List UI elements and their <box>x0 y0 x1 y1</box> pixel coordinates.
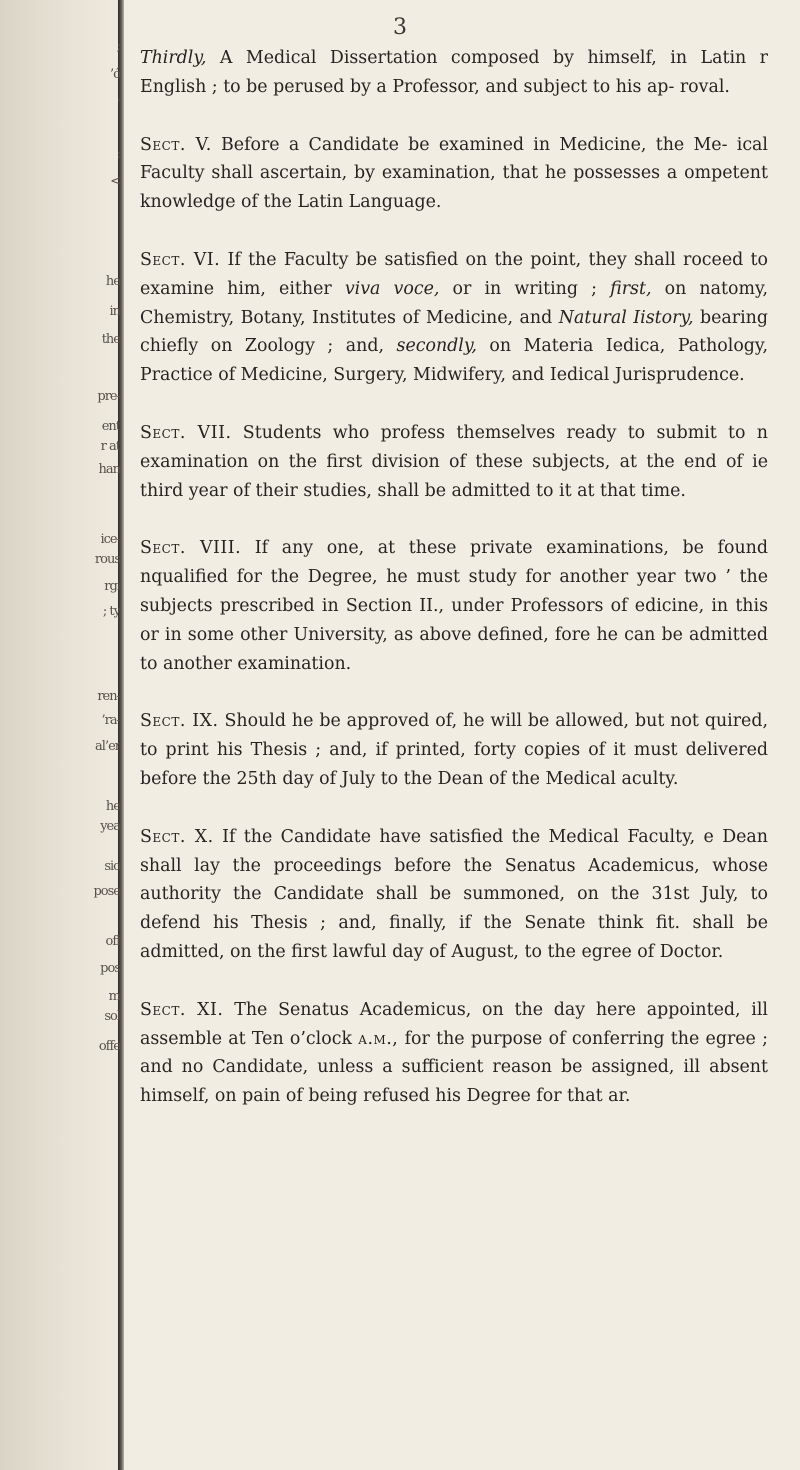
text-run: on natomy, Chemistry, Botany, Institutes of Medicine, and <box>140 278 768 328</box>
text-run: for the purpose of conferring the egree ; and no Candidate, unless a sufficient reason be assigned, ill absent himself, on pain of being refused his Degree for that ar. <box>140 1028 768 1107</box>
text-run: bearing chiefly on Zoology ; and, <box>140 307 769 357</box>
paragraph-sect-viii <box>140 534 768 678</box>
bleed-fragment: ’ó <box>110 67 120 82</box>
bleed-fragment: rgi <box>104 579 120 594</box>
paragraph-sect-ix <box>140 707 768 793</box>
text-run: Before a Candidate be examined in Medicine, the Me- ical Faculty shall ascertain, by examination, that he possesses a ompetent knowledge of the Latin Language. <box>140 134 768 213</box>
text-run: A Medical Dissertation composed by himself, in Latin r English ; to be perused by a Professor, and subject to his ap- roval. <box>140 48 768 97</box>
section-heading: Sect. X. <box>140 826 214 847</box>
italic-text: first, <box>610 278 652 299</box>
text-run: If any one, at these private examinations, be found nqualified for the Degree, he must study for another year two ’ the subjects prescribed in Section II., under Professors of edicine, in this or in some other University, as above defined, fore he can be admitted to another examination. <box>140 538 768 674</box>
paragraph-sect-x <box>140 823 768 967</box>
bleed-fragment: ; <box>116 39 120 54</box>
bleed-fragment: m <box>108 989 120 1004</box>
bleed-fragment: ’ <box>116 97 120 112</box>
italic-text: secondly, <box>396 336 477 357</box>
bleed-fragment: ice- <box>100 532 120 547</box>
bleed-fragment: yea <box>100 819 120 834</box>
section-heading: Sect. VII. <box>140 422 232 443</box>
book-spine-shadow <box>118 0 124 1470</box>
paragraph-sect-xi <box>140 996 768 1111</box>
paragraph-sect-vi <box>140 246 768 390</box>
facing-page-edge <box>0 0 118 1470</box>
bleed-fragment: pose <box>93 884 120 899</box>
bleed-fragment: han <box>98 462 120 477</box>
bleed-fragment: rous <box>94 552 120 567</box>
bleed-fragment: al’er <box>95 739 120 754</box>
page-number: 3 <box>393 15 407 40</box>
italic-text: Natural Iistory, <box>558 307 694 328</box>
italic-text: Thirdly, <box>140 48 207 68</box>
bleed-fragment: he <box>105 274 120 289</box>
bleed-fragment: < <box>110 174 120 189</box>
bleed-fragment: sio <box>104 859 120 874</box>
text-run: If the Faculty be satisfied on the point, they shall roceed to examine him, either <box>140 249 769 299</box>
paragraph-sect-v <box>140 131 768 217</box>
text-run: If the Candidate have satisfied the Medical Faculty, e Dean shall lay the proceedings before the Senatus Academicus, whose authority the Candidate shall be summoned, on the 31st July, to defend his Thesis ; and, finally, if the Senate think fit. shall be admitted, on the first lawful day of August, to the egree of Doctor. <box>140 826 768 962</box>
text-run: Should he be approved of, he will be allowed, but not quired, to print his Thesis ; and, if printed, forty copies of it must delivered before the 25th day of July to the Dean of the Medical aculty. <box>140 711 768 789</box>
text-run: on Materia Iedica, Pathology, Practice of Medicine, Surgery, Midwifery, and Iedical Jurisprudence. <box>140 336 768 386</box>
text-run: or in writing ; <box>439 278 611 299</box>
section-heading: Sect. IX. <box>140 711 219 732</box>
bleed-fragment: ent <box>101 419 120 434</box>
bleed-fragment: ’ra- <box>101 713 120 728</box>
bleed-fragment: r at <box>100 439 120 454</box>
section-heading: Sect. VI. <box>140 249 221 270</box>
paragraph-sect-vii <box>140 419 768 505</box>
bleed-fragment: ren- <box>97 689 120 704</box>
section-heading: a.m., <box>358 1028 399 1049</box>
text-run: The Senatus Academicus, on the day here appointed, ill assemble at Ten o’clock <box>140 999 768 1049</box>
section-heading: Sect. XI. <box>140 999 224 1020</box>
bleed-fragment: sol <box>104 1009 120 1024</box>
bleed-fragment: he <box>105 799 120 814</box>
section-heading: Sect. VIII. <box>140 538 242 559</box>
bleed-fragment: offe <box>98 1039 120 1054</box>
body-text <box>140 44 768 1111</box>
bleed-fragment: pos <box>100 961 120 976</box>
italic-text: viva voce, <box>344 278 440 299</box>
section-heading: Sect. V. <box>140 134 212 155</box>
text-run: Students who profess themselves ready to submit to n examination on the first division of these subjects, at the end of ie third year of their studies, shall be admitted to it at that time. <box>140 422 768 501</box>
bleed-fragment: in <box>109 304 120 319</box>
bleed-fragment: off <box>105 934 120 949</box>
bleed-fragment: the <box>101 332 120 347</box>
bleed-fragment: : <box>116 147 120 162</box>
paragraph-thirdly <box>140 44 768 102</box>
bleed-fragment: ; ty <box>102 604 120 619</box>
bleed-fragment: pre- <box>97 389 120 404</box>
